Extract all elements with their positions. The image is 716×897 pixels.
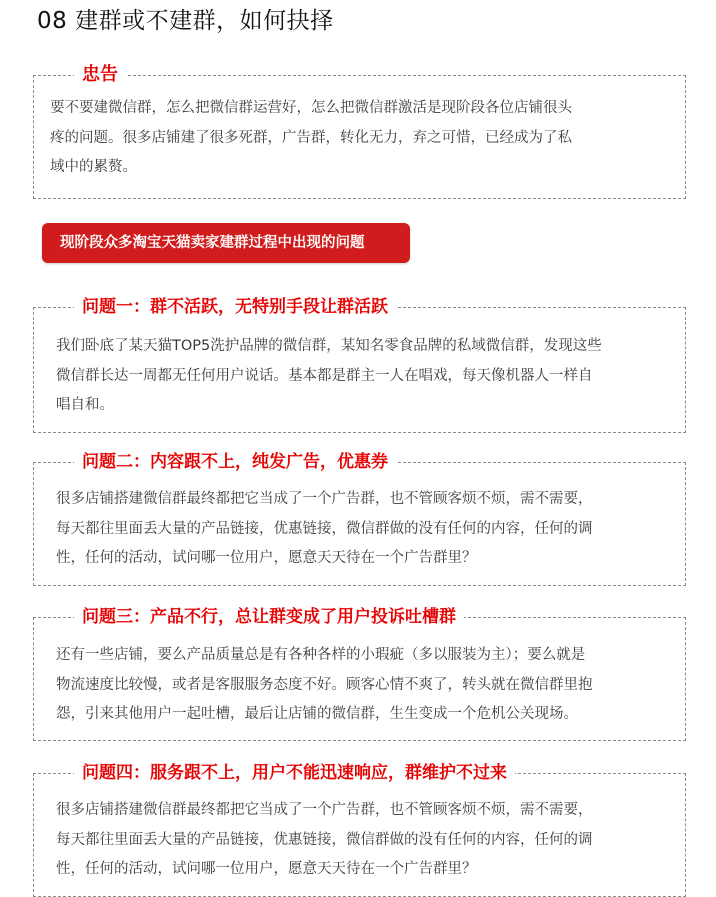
page-title: 08 建群或不建群，如何抉择: [37, 8, 334, 34]
advice-box: [33, 64, 686, 199]
problem-line: 性，任何的活动，试问哪一位用户，愿意天天待在一个广告群里？: [56, 861, 477, 877]
problem-line: 还有一些店铺，要么产品质量总是有各种各样的小瑕疵（多以服装为主）；要么就是: [56, 647, 586, 663]
advice-text: [34, 76, 685, 183]
problem-label: 问题二：内容跟不上，纯发广告，优惠券: [74, 450, 396, 474]
problem-label: 问题一：群不活跃，无特别手段让群活跃: [74, 295, 396, 319]
advice-line: 疼的问题。很多店铺建了很多死群，广告群，转化无力，弃之可惜，已经成为了私: [50, 129, 572, 146]
problem-box: [33, 452, 686, 586]
problem-box: [33, 607, 686, 741]
problem-label: 问题四：服务跟不上，用户不能迅速响应，群维护不过来: [74, 761, 515, 785]
problem-text: [34, 774, 685, 885]
problem-line: 唱自和。: [56, 397, 114, 413]
problem-line: 很多店铺搭建微信群最终都把它当成了一个广告群，也不管顾客烦不烦，需不需要，: [56, 802, 593, 818]
problem-text: [34, 308, 685, 421]
problem-text: [34, 618, 685, 730]
problem-line: 每天都往里面丢大量的产品链接，优惠链接，微信群做的没有任何的内容，任何的调: [56, 520, 593, 537]
problem-line: 性，任何的活动，试问哪一位用户，愿意天天待在一个广告群里？: [56, 550, 477, 566]
problem-line: 很多店铺搭建微信群最终都把它当成了一个广告群，也不管顾客烦不烦，需不需要，: [56, 491, 593, 507]
problem-line: 物流速度比较慢，或者是客服服务态度不好。顾客心情不爽了，转头就在微信群里抱: [56, 676, 593, 693]
advice-label: 忠告: [74, 63, 126, 87]
problem-label: 问题三：产品不行，总让群变成了用户投诉吐槽群: [74, 605, 464, 629]
problem-line: 微信群长达一周都无任何用户说话。基本都是群主一人在唱戏，每天像机器人一样自: [56, 367, 593, 384]
problem-line: 我们卧底了某天猫TOP5洗护品牌的微信群，某知名零食品牌的私域微信群，发现这些: [56, 338, 602, 354]
problem-box: [33, 763, 686, 897]
problem-box: [33, 297, 686, 433]
problem-line: 怨，引来其他用户一起吐槽，最后让店铺的微信群，生生变成一个危机公关现场。: [56, 706, 578, 722]
advice-line: 域中的累赘。: [50, 159, 137, 175]
problem-text: [34, 463, 685, 574]
problem-line: 每天都往里面丢大量的产品链接，优惠链接，微信群做的没有任何的内容，任何的调: [56, 831, 593, 848]
section-banner: 现阶段众多淘宝天猫卖家建群过程中出现的问题: [42, 223, 410, 263]
advice-line: 要不要建微信群，怎么把微信群运营好，怎么把微信群激活是现阶段各位店铺很头: [50, 100, 572, 116]
